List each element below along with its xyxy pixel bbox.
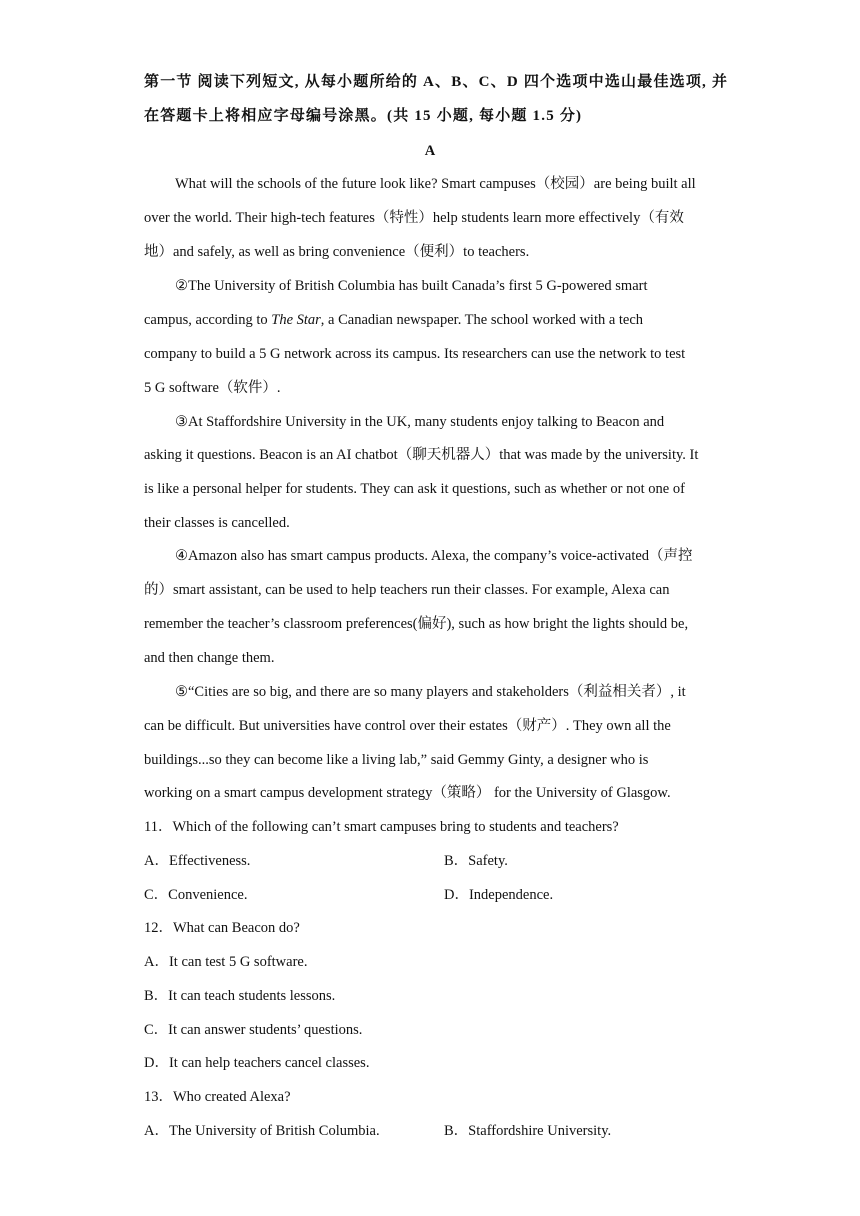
paragraph-2-line-1: ②The University of British Columbia has built Canada’s first 5 G-powered smart xyxy=(175,278,648,294)
paragraph-5-line-4: working on a smart campus development strategy（策略） for the University of Glasgow. xyxy=(144,785,671,801)
paragraph-4-line-4: and then change them. xyxy=(144,650,275,666)
section-heading-line-2: 在答题卡上将相应字母编号涂黑。(共 15 小题, 每小题 1.5 分) xyxy=(144,108,583,124)
question-11-stem: 11．Which of the following can’t smart campuses bring to students and teachers? xyxy=(144,819,619,835)
question-13-stem: 13．Who created Alexa? xyxy=(144,1089,291,1105)
paragraph-2-text: campus, according to xyxy=(144,312,272,328)
paragraph-1-line-2: over the world. Their high-tech features（特性）help students learn more effectively（有效 xyxy=(144,210,684,226)
paragraph-5-line-2: can be difficult. But universities have control over their estates（财产）. They own all the xyxy=(144,718,671,734)
paragraph-5-line-3: buildings...so they can become like a living lab,” said Gemmy Ginty, a designer who is xyxy=(144,752,649,768)
question-12-stem: 12．What can Beacon do? xyxy=(144,920,300,936)
question-12-option-d: D．It can help teachers cancel classes. xyxy=(144,1055,370,1071)
question-12-option-b: B．It can teach students lessons. xyxy=(144,988,336,1004)
section-heading-line-1: 第一节 阅读下列短文, 从每小题所给的 A、B、C、D 四个选项中选山最佳选项, 并 xyxy=(144,74,729,90)
paragraph-5-line-1: ⑤“Cities are so big, and there are so many players and stakeholders（利益相关者）, it xyxy=(175,684,686,700)
question-13-option-b: B．Staffordshire University. xyxy=(444,1123,612,1139)
paragraph-4-line-1: ④Amazon also has smart campus products. Alexa, the company’s voice-activated（声控 xyxy=(175,548,693,564)
paragraph-3-line-4: their classes is cancelled. xyxy=(144,515,290,531)
question-11-option-a: A．Effectiveness. xyxy=(144,853,251,869)
question-13-option-a: A．The University of British Columbia. xyxy=(144,1123,380,1139)
paragraph-1-line-3: 地）and safely, as well as bring convenience（便利）to teachers. xyxy=(144,244,530,260)
paragraph-2-line-4: 5 G software（软件）. xyxy=(144,380,281,396)
question-11-option-c: C．Convenience. xyxy=(144,887,248,903)
paragraph-2-text: , a Canadian newspaper. The school worked with a tech xyxy=(320,312,644,328)
paragraph-4-line-3: remember the teacher’s classroom preferences(偏好), such as how bright the lights should be, xyxy=(144,616,689,632)
paragraph-2-line-2 xyxy=(144,310,724,330)
newspaper-name: The Star xyxy=(271,312,321,328)
paragraph-4-line-2: 的）smart assistant, can be used to help teachers run their classes. For example, Alexa can xyxy=(144,582,670,598)
paragraph-2-line-3: company to build a 5 G network across its campus. Its researchers can use the network to test xyxy=(144,346,686,362)
paragraph-3-line-1: ③At Staffordshire University in the UK, many students enjoy talking to Beacon and xyxy=(175,414,665,430)
question-11-option-b: B．Safety. xyxy=(444,853,508,869)
paragraph-3-line-2: asking it questions. Beacon is an AI chatbot（聊天机器人）that was made by the university. It xyxy=(144,447,699,463)
paragraph-3-line-3: is like a personal helper for students. They can ask it questions, such as whether or not one of xyxy=(144,481,685,497)
paragraph-1-line-1: What will the schools of the future look like? Smart campuses（校园）are being built all xyxy=(175,176,696,192)
passage-title: A xyxy=(424,143,436,159)
question-11-option-d: D．Independence. xyxy=(444,887,554,903)
question-12-option-a: A．It can test 5 G software. xyxy=(144,954,308,970)
question-12-option-c: C．It can answer students’ questions. xyxy=(144,1022,363,1038)
